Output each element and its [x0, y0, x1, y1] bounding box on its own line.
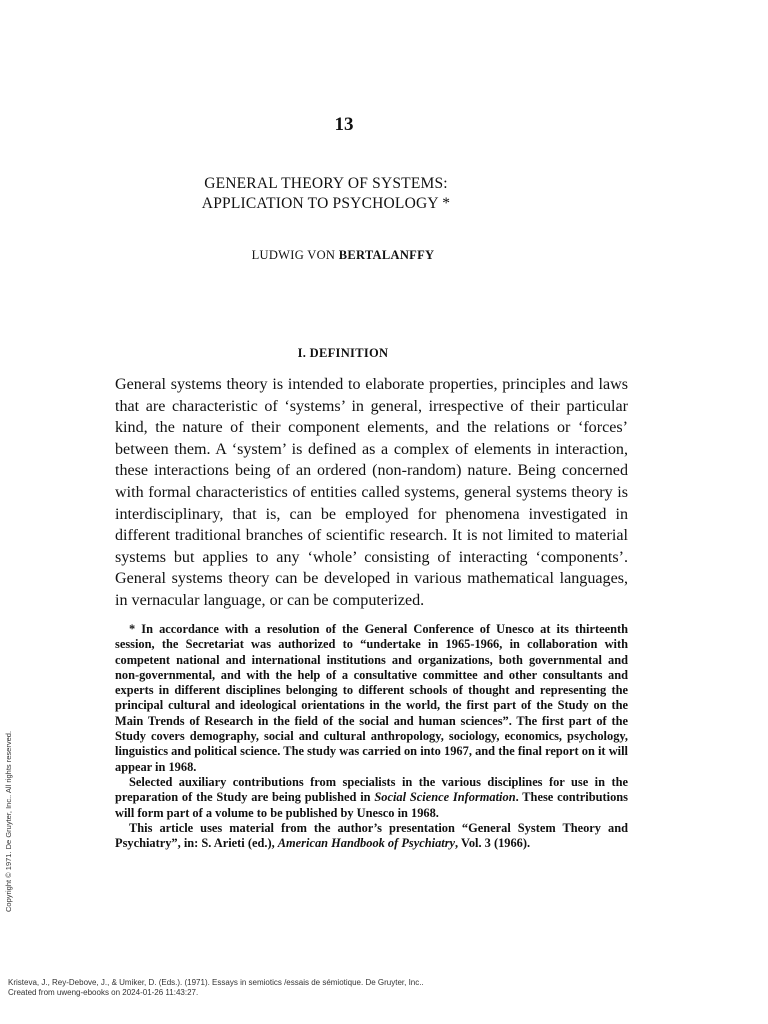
page-number: 13 [334, 114, 354, 135]
author-name [0, 248, 686, 263]
title-line-2: APPLICATION TO PSYCHOLOGY * [201, 195, 451, 212]
body-paragraph: General systems theory is intended to elaborate properties, principles and laws that are characteristic of ‘systems’ in general, irrespective of their particular kind, the nature of their component elements, and the relations or ‘forces’ between them. A ‘system’ is defined as a complex of elements in interaction, these interactions being of an ordered (non-random) nature. Being concerned with formal characteristics of entities called systems, general systems theory is interdisciplinary, that is, can be employed for phenomena investigated in different traditional branches of scientific research. It is not limited to material systems but applies to any ‘whole’ consisting of interacting ‘components’. General systems theory can be developed in various mathematical languages, in vernacular language, or can be computerized. [115, 376, 628, 609]
author-surname: BERTALANFFY [338, 248, 435, 262]
citation-footer [8, 978, 424, 998]
footnote-3 [115, 821, 628, 852]
citation-line-2: Created from uweng-ebooks on 2024-01-26 11:43:27. [8, 988, 199, 997]
footnote-3-text-start: This article uses material from the author’s presentation “General System Theory and Psychiatry”, in: S. Arieti (ed.), [115, 820, 628, 851]
citation-line-1: Kristeva, J., Rey-Debove, J., & Umiker, D. (Eds.). (1971). Essays in semiotics /essais de sémiotique. De Gruyter, Inc.. [8, 978, 424, 987]
footnote-3-text-end: , Vol. 3 (1966). [455, 836, 531, 851]
copyright-notice: Copyright © 1971. De Gruyter, Inc.. All rights reserved. [4, 730, 13, 912]
footnote-2-text-end: . These contributions will form part of a volume to be published by Unesco in 1968. [115, 790, 628, 820]
author-given-name: LUDWIG VON [251, 248, 339, 262]
title-line-1: GENERAL THEORY OF SYSTEMS: [204, 175, 448, 192]
footnote-1: * In accordance with a resolution of the General Conference of Unesco at its thirteenth session, the Secretariat was authorized to “undertake in 1965-1966, in collaboration with competent national and international institutions and organizations, both governmental and non-governmental, and with the help of a consultative committee and other consultants and experts in different disciplines belonging to different schools of thought and representing the principal cultural and ideological orientations in the world, the first part of the Study on the Main Trends of Research in the field of the social and human sciences”. The first part of the Study covers demography, social and cultural anthropology, sociology, economics, psychology, linguistics and political science. The study was carried on into 1967, and the final report on it will appear in 1968. [115, 622, 628, 774]
footnote-3-book-title: American Handbook of Psychiatry [277, 836, 456, 851]
footnotes [115, 622, 628, 851]
section-heading: I. DEFINITION [297, 346, 389, 360]
footnote-2-text-start: Selected auxiliary contributions from specialists in the various disciplines for use in the preparation of the Study are being published in [115, 774, 628, 805]
article-title [0, 174, 652, 214]
footnote-2-journal-title: Social Science Information [374, 790, 516, 805]
footnote-2 [115, 775, 628, 821]
